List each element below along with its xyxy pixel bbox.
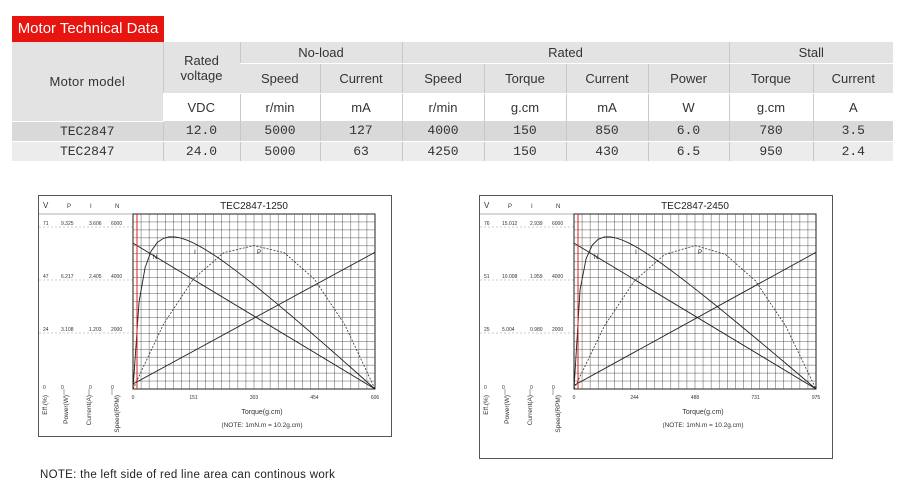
unit-cell: mA (566, 94, 648, 122)
y-tick-label: 0 (552, 385, 555, 391)
x-axis-label: Torque(g.cm) (241, 409, 283, 416)
y-tick-label: 71 (43, 221, 49, 227)
x-tick-label: 303 (249, 395, 259, 401)
y-tick-label: 9.325 (61, 221, 74, 227)
chart-tec2847-1250 (39, 196, 391, 436)
vertical-axis-label: Power(W) (504, 395, 511, 424)
column-header: Current (566, 64, 648, 94)
vertical-axis-label: Speed(RPM) (114, 395, 121, 433)
y-tick-label: 25 (484, 327, 490, 333)
column-header: Speed (402, 64, 484, 94)
table-cell: 3.5 (813, 121, 893, 141)
y-tick-label: 2.939 (530, 221, 543, 227)
x-tick-label: 0 (572, 395, 576, 401)
table-cell: 780 (729, 121, 813, 141)
unit-cell: g.cm (484, 94, 566, 122)
y-tick-label: 51 (484, 274, 490, 280)
vertical-axis-label: Eff.(%) (483, 395, 490, 415)
model-name-cell: TEC2847 (12, 141, 163, 161)
y-tick-label: 0 (43, 385, 46, 391)
table-cell: 5000 (240, 121, 320, 141)
y-tick-label: 5.004 (502, 327, 515, 333)
axis-header-label: V (43, 201, 49, 210)
table-cell: 430 (566, 141, 648, 161)
group-rated: Rated (402, 42, 729, 64)
table-cell: 63 (320, 141, 402, 161)
x-axis-label: Torque(g.cm) (682, 409, 724, 416)
curve-label: I (194, 250, 196, 256)
axis-header-label: I (90, 204, 92, 210)
table-cell: 12.0 (163, 121, 240, 141)
table-cell: 950 (729, 141, 813, 161)
curve-label: I (350, 266, 352, 272)
x-tick-label: 454 (310, 395, 319, 401)
y-tick-label: 1.203 (89, 327, 102, 333)
table-row (12, 121, 893, 141)
unit-cell: r/min (402, 94, 484, 122)
table-row (12, 141, 893, 161)
chart-panel-1 (38, 195, 392, 437)
chart-title: TEC2847-1250 (220, 201, 288, 212)
y-tick-label: 76 (484, 221, 490, 227)
y-tick-label: 47 (43, 274, 49, 280)
curve-label: N (152, 255, 158, 261)
unit-cell: g.cm (729, 94, 813, 122)
column-header: Power (648, 64, 729, 94)
y-tick-label: 0 (530, 385, 533, 391)
unit-cell: W (648, 94, 729, 122)
x-tick-label: 606 (370, 395, 380, 401)
column-header: Speed (240, 64, 320, 94)
y-tick-label: 4000 (111, 274, 123, 280)
y-tick-label: 3.606 (89, 221, 102, 227)
table-cell: 6.5 (648, 141, 729, 161)
vertical-axis-label: Speed(RPM) (555, 395, 562, 433)
y-tick-label: 0 (111, 385, 114, 391)
table-cell: 4000 (402, 121, 484, 141)
unit-cell: A (813, 94, 893, 122)
y-tick-label: 2000 (552, 327, 564, 333)
x-tick-label: 244 (630, 395, 639, 401)
chart-note: (NOTE: 1mN.m = 10.2g.cm) (662, 422, 744, 429)
model-name-cell: TEC2847 (12, 121, 163, 141)
y-tick-label: 1.959 (530, 274, 543, 280)
curve-label: P (256, 250, 262, 256)
table-cell: 4250 (402, 141, 484, 161)
y-tick-label: 3.108 (61, 327, 74, 333)
table-cell: 850 (566, 121, 648, 141)
column-header: Current (813, 64, 893, 94)
y-tick-label: 6000 (552, 221, 564, 227)
table-cell: 127 (320, 121, 402, 141)
rated-voltage-header: Rated voltage (163, 42, 240, 94)
y-tick-label: 2.405 (89, 274, 102, 280)
curve-label: P (697, 250, 703, 256)
unit-cell: r/min (240, 94, 320, 122)
axis-header-label: I (531, 204, 533, 210)
y-tick-label: 2000 (111, 327, 123, 333)
curve-label: I (791, 266, 793, 272)
unit-cell: VDC (163, 94, 240, 122)
axis-header-label: N (556, 204, 561, 210)
group-no-load: No-load (240, 42, 402, 64)
chart-panel-2 (479, 195, 833, 459)
axis-header-label: P (508, 204, 513, 210)
vertical-axis-label: Current(A) (86, 395, 93, 426)
y-tick-label: 24 (43, 327, 49, 333)
x-tick-label: 488 (690, 395, 700, 401)
column-header: Torque (484, 64, 566, 94)
y-tick-label: 0 (484, 385, 487, 391)
y-tick-label: 6000 (111, 221, 123, 227)
y-tick-label: 6.217 (61, 274, 74, 280)
y-tick-label: 0 (89, 385, 92, 391)
vertical-axis-label: Current(A) (527, 395, 534, 426)
curve-label: I (635, 250, 637, 256)
chart-note: (NOTE: 1mN.m = 10.2g.cm) (221, 422, 303, 429)
x-tick-label: 0 (131, 395, 135, 401)
x-tick-label: 151 (189, 395, 198, 401)
table-cell: 6.0 (648, 121, 729, 141)
x-tick-label: 975 (811, 395, 821, 401)
column-header: Current (320, 64, 402, 94)
spec-table (12, 42, 893, 161)
y-tick-label: 15.012 (502, 221, 518, 227)
chart-tec2847-2450 (480, 196, 832, 458)
vertical-axis-label: Power(W) (63, 395, 70, 424)
table-cell: 24.0 (163, 141, 240, 161)
chart-title: TEC2847-2450 (661, 201, 729, 212)
curve-label: N (593, 255, 599, 261)
group-stall: Stall (729, 42, 893, 64)
axis-header-label: P (67, 204, 72, 210)
table-cell: 150 (484, 121, 566, 141)
y-tick-label: 0 (61, 385, 64, 391)
x-tick-label: 731 (751, 395, 760, 401)
table-cell: 150 (484, 141, 566, 161)
y-tick-label: 10.008 (502, 274, 518, 280)
table-cell: 5000 (240, 141, 320, 161)
y-tick-label: 4000 (552, 274, 564, 280)
page-title: Motor Technical Data (12, 16, 164, 42)
model-header: Motor model (12, 42, 163, 121)
unit-cell: mA (320, 94, 402, 122)
axis-header-label: N (115, 204, 120, 210)
footer-note: NOTE: the left side of red line area can continous work (40, 469, 336, 481)
column-header: Torque (729, 64, 813, 94)
y-tick-label: 0 (502, 385, 505, 391)
vertical-axis-label: Eff.(%) (42, 395, 49, 415)
axis-header-label: V (484, 201, 490, 210)
y-tick-label: 0.980 (530, 327, 543, 333)
table-cell: 2.4 (813, 141, 893, 161)
